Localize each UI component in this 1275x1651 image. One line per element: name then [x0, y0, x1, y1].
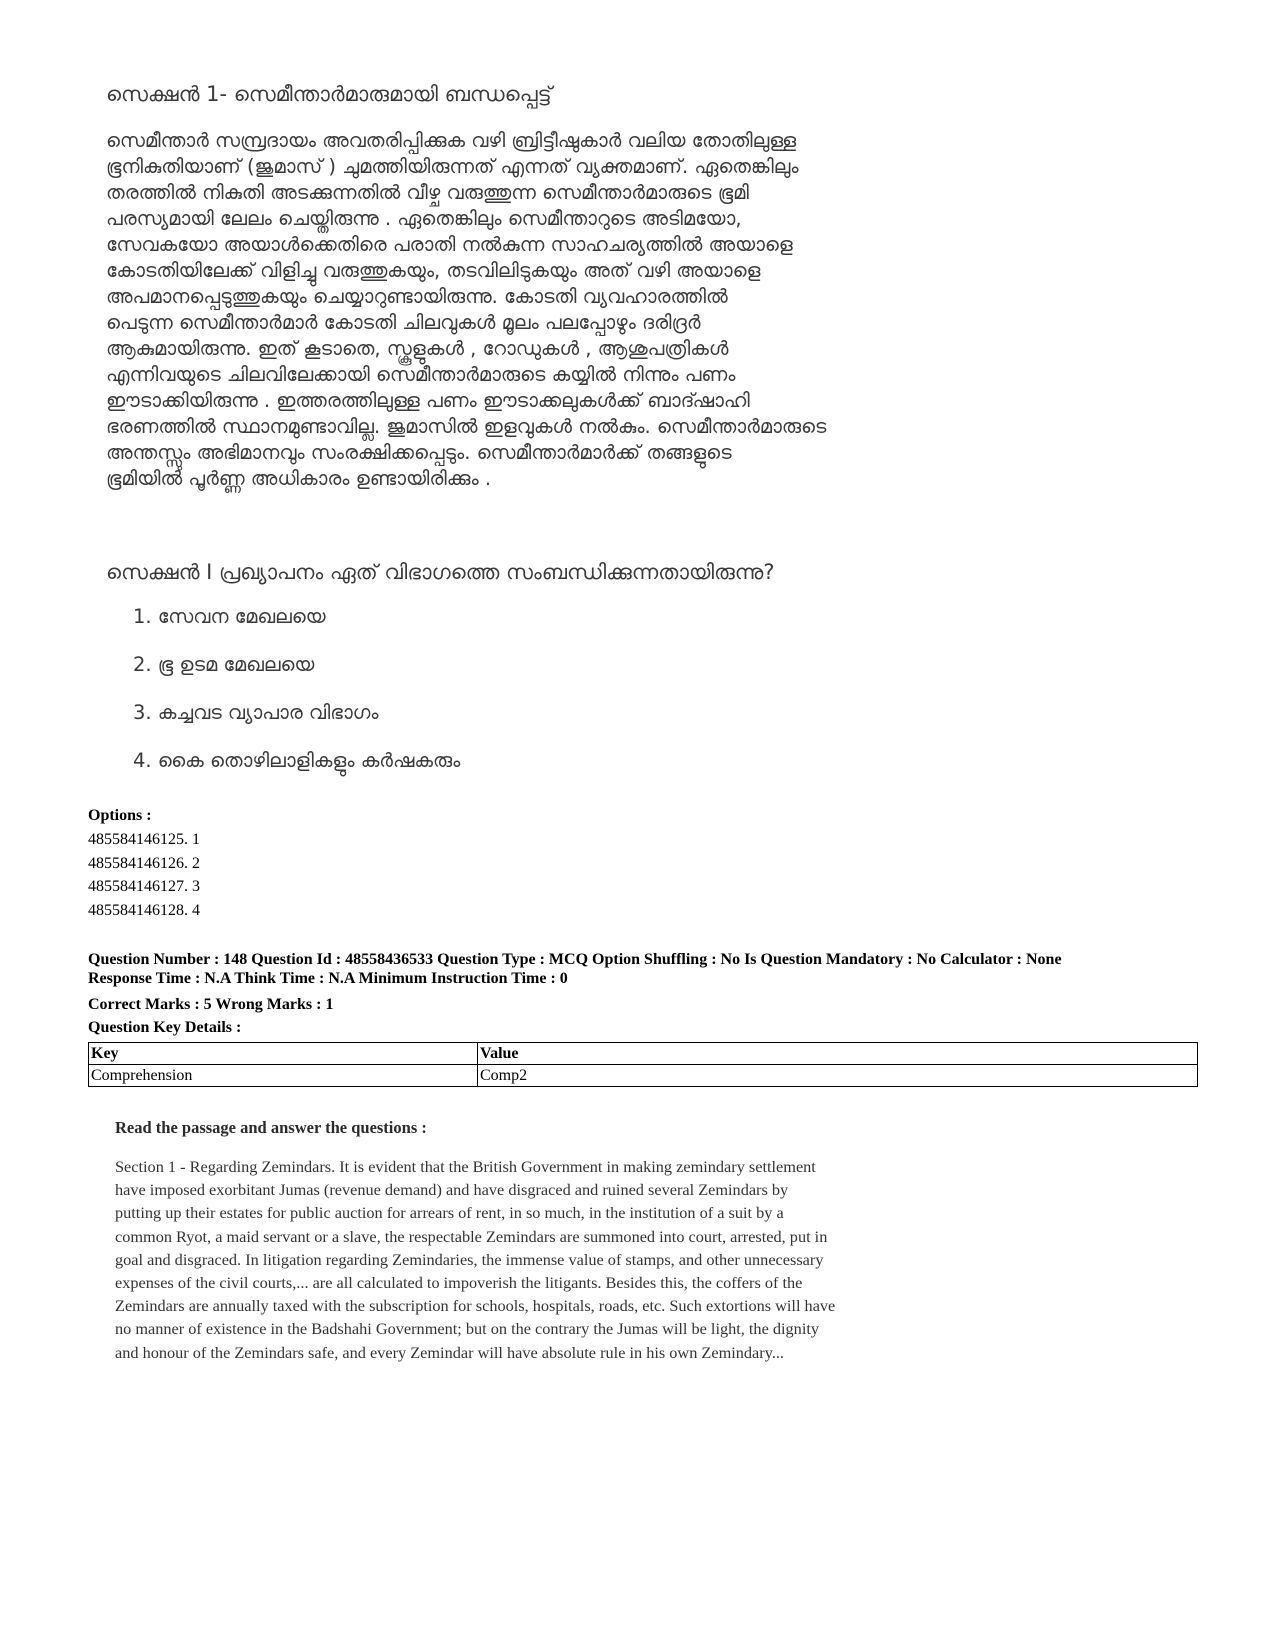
passage-line: അപമാനപ്പെടുത്തുകയും ചെയ്യാറുണ്ടായിരുന്നു. കോടതി വ്യവഹാരത്തിൽ: [106, 285, 728, 308]
option-item: 485584146126. 2: [88, 854, 200, 872]
passage-line: തരത്തിൽ നികുതി അടക്കുന്നതിൽ വീഴ്ച വരുത്തുന്ന സെമീന്താർമാരുടെ ഭൂമി: [106, 181, 749, 204]
passage-line: സെമീന്താർ സമ്പ്രദായം അവതരിപ്പിക്കുക വഴി ബ്രിട്ടീഷുകാർ വലിയ തോതിലുള്ള: [106, 129, 797, 152]
choice-item: 3. കച്ചവട വ്യാപാര വിഭാഗം: [133, 701, 379, 724]
passage-line: Zemindars are annually taxed with the subscription for schools, hospitals, roads, etc. Such extortions will have: [115, 1296, 836, 1316]
question-info-line: Response Time : N.A Think Time : N.A Minimum Instruction Time : 0: [88, 970, 568, 987]
passage-line: ആകുമായിരുന്നു. ഇത് കൂടാതെ, സ്കൂളുകൾ , റോഡുകൾ , ആശുപത്രികൾ: [106, 337, 729, 360]
table-cell: Comp2: [478, 1065, 1198, 1087]
option-item: 485584146125. 1: [88, 831, 200, 848]
marks-info: Correct Marks : 5 Wrong Marks : 1: [88, 996, 334, 1013]
option-item: 485584146128. 4: [88, 901, 200, 919]
options-list: [88, 830, 200, 924]
malayalam-passage: [106, 128, 966, 492]
passage-line: no manner of existence in the Badshahi Government; but on the contrary the Jumas will be light, the dignity: [115, 1319, 820, 1339]
table-header-cell: Key: [89, 1043, 478, 1065]
passage-line: കോടതിയിലേക്ക് വിളിച്ചു വരുത്തുകയും, തടവിലിടുകയും അത് വഴി അയാളെ: [106, 259, 761, 282]
passage-line: and honour of the Zemindars safe, and every Zemindar will have absolute rule in his own Zemindary...: [115, 1342, 784, 1362]
passage-line: അന്തസ്സും അഭിമാനവും സംരക്ഷിക്കപ്പെടും. സെമീന്താർമാർക്ക് തങ്ങളുടെ: [106, 441, 732, 464]
passage-line: expenses of the civil courts,... are all calculated to impoverish the litigants. Besides this, the coffers of the: [115, 1273, 803, 1293]
passage-line: putting up their estates for public auction for arrears of rent, in so much, in the institution of a suit by a: [115, 1203, 784, 1223]
table-row: [89, 1065, 1198, 1087]
table-cell: Comprehension: [89, 1065, 478, 1087]
choice-item: 2. ഭൂ ഉടമ മേഖലയെ: [133, 653, 315, 676]
passage-line: goal and disgraced. In litigation regarding Zemindaries, the immense value of stamps, and other unnecessary: [115, 1249, 824, 1269]
passage-line: ഭൂനികുതിയാണ് (ജുമാസ് ) ചുമത്തിയിരുന്നത് എന്നത് വ്യക്തമാണ്. ഏതെങ്കിലും: [106, 155, 799, 178]
malayalam-choices: [133, 603, 460, 795]
question-info: [88, 950, 1198, 988]
table-header-row: [89, 1043, 1198, 1065]
options-label: Options :: [88, 807, 152, 824]
passage-line: ഭൂമിയിൽ പൂർണ്ണ അധികാരം ഉണ്ടായിരിക്കും .: [106, 467, 492, 490]
question-info-line: Question Number : 148 Question Id : 48558436533 Question Type : MCQ Option Shuffling : No Is Question Mandatory : No Calculator : None: [88, 951, 1062, 968]
table-header-cell: Value: [478, 1043, 1198, 1065]
passage-line: എന്നിവയുടെ ചിലവിലേക്കായി സെമീന്താർമാരുടെ കയ്യിൽ നിന്നും പണം: [106, 363, 736, 386]
passage-line: ഈടാക്കിയിരുന്നു . ഇത്തരത്തിലുള്ള പണം ഈടാക്കലുകൾക്ക് ബാദ്ഷാഹി: [106, 389, 750, 412]
passage-line: common Ryot, a maid servant or a slave, the respectable Zemindars are summoned into court, arrested, put in: [115, 1226, 828, 1246]
passage-line: ഭരണത്തിൽ സ്ഥാനമുണ്ടാവില്ല. ജുമാസിൽ ഇളവുകൾ നൽകും. സെമീന്താർമാരുടെ: [106, 415, 827, 438]
malayalam-question: സെക്ഷൻ I പ്രഖ്യാപനം ഏത് വിഭാഗത്തെ സംബന്ധിക്കുന്നതായിരുന്നു?: [106, 560, 775, 584]
passage-line: പെടുന്ന സെമീന്താർമാർ കോടതി ചിലവുകൾ മൂലം പലപ്പോഴും ദരിദ്രർ: [106, 311, 701, 334]
passage-line: Section 1 - Regarding Zemindars. It is evident that the British Government in making zemindary settlement: [115, 1157, 816, 1176]
passage-line: പരസ്യമായി ലേലം ചെയ്തിരുന്നു . ഏതെങ്കിലും സെമീന്താറുടെ അടിമയോ,: [106, 207, 742, 230]
english-passage: [115, 1155, 995, 1364]
passage-line: have imposed exorbitant Jumas (revenue demand) and have disgraced and ruined several Zemindars by: [115, 1180, 789, 1200]
english-section-heading: Read the passage and answer the questions :: [115, 1118, 427, 1137]
choice-item: 1. സേവന മേഖലയെ: [133, 605, 326, 628]
key-details-table: [88, 1042, 1198, 1087]
option-item: 485584146127. 3: [88, 878, 200, 895]
malayalam-section-heading: സെക്ഷൻ 1- സെമീന്താർമാരുമായി ബന്ധപ്പെട്ട്: [106, 82, 552, 106]
key-details-title: Question Key Details :: [88, 1019, 242, 1036]
passage-line: സേവകയോ അയാൾക്കെതിരെ പരാതി നൽകുന്ന സാഹചര്യത്തിൽ അയാളെ: [106, 233, 793, 256]
choice-item: 4. കൈ തൊഴിലാളികളും കർഷകരും: [133, 749, 461, 772]
